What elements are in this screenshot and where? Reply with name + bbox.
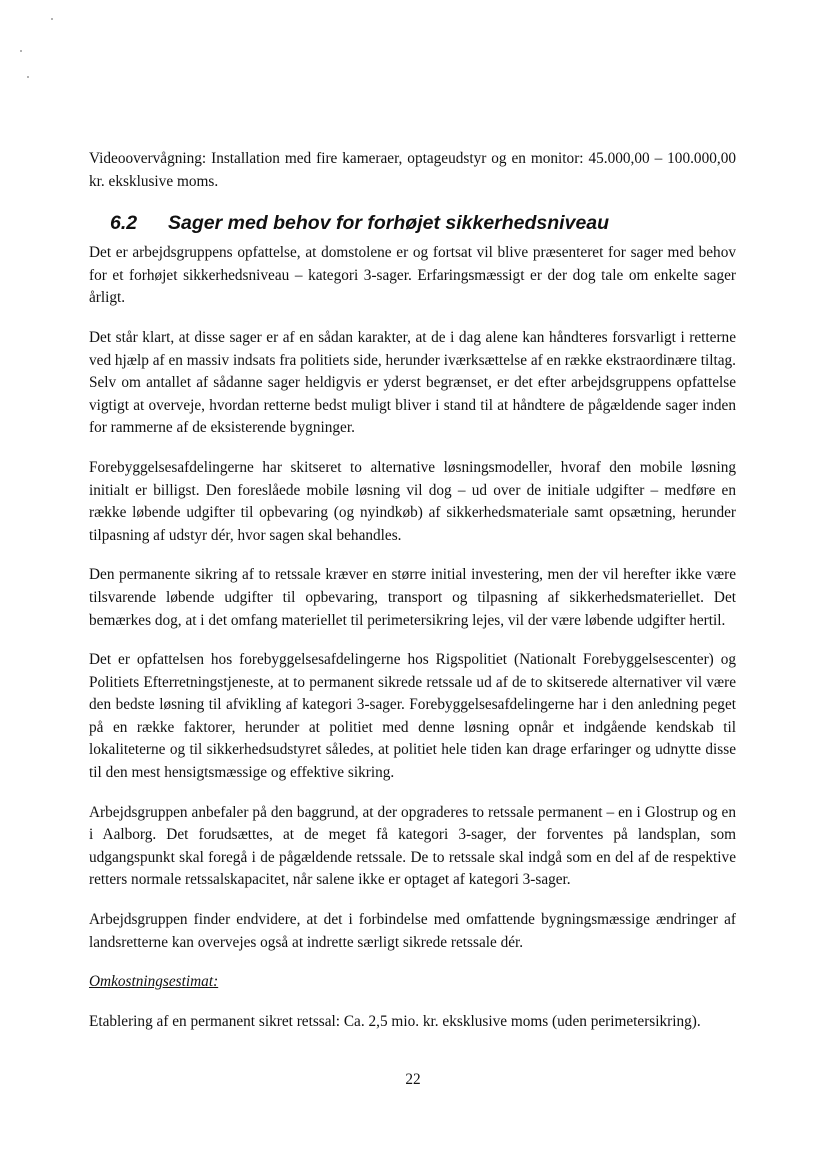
page-number: 22 <box>405 1071 421 1088</box>
intro-paragraph: Videoovervågning: Installation med fire kameraer, optageudstyr og en monitor: 45.000,00 – 100.000,00 kr. eksklusive moms. <box>89 150 736 190</box>
paragraph-1: Det er arbejdsgruppens opfattelse, at domstolene er og fortsat vil blive præsenteret for sager med behov for et forhøjet sikkerhedsniveau – kategori 3-sager. Erfaringsmæssigt er der dog tale om enkelte sager årligt. <box>89 244 736 307</box>
paragraph-4: Den permanente sikring af to retssale kræver en større initial investering, men der vil herefter ikke være tilsvarende løbende udgifter til opbevaring, transport og tilpasning af sikkerhedsmateriellet. Det bemærkes dog, at i det omfang materiellet til perimetersikring lejes, vil der være løbende udgifter hertil. <box>89 566 736 629</box>
section-number: 6.2 <box>110 212 138 235</box>
paragraph-5: Det er opfattelsen hos forebyggelsesafdelingerne hos Rigspolitiet (Nationalt Forebyggelsescenter) og Politiets Efterretningstjeneste, at to permanent sikrede retssale ud af de to skitserede alternativer vil være den bedste løsning til afvikling af kategori 3-sager. Forebyggelsesafdelingerne har i den anledning peget på en række faktorer, herunder at politiet med denne løsning opnår et indgående kendskab til lokaliteterne og til sikkerhedsudstyret således, at politiet hele tiden kan drage erfaringer og udnytte disse til den mest hensigtsmæssige og effektive sikring. <box>89 651 736 782</box>
paragraph-7: Arbejdsgruppen finder endvidere, at det i forbindelse med omfattende bygningsmæssige ændringer af landsretterne kan overvejes også at indrette særligt sikrede retssale dér. <box>89 911 736 951</box>
paragraph-2: Det står klart, at disse sager er af en sådan karakter, at de i dag alene kan håndteres forsvarligt i retterne ved hjælp af en massiv indsats fra politiets side, herunder iværksættelse af en række ekstraordinære tiltag. Selv om antallet af sådanne sager heldigvis er yderst begrænset, er det efter arbejdsgruppens opfattelse vigtigt at overveje, hvordan retterne bedst muligt bliver i stand til at håndtere de pågældende sager inden for rammerne af de eksisterende bygninger. <box>89 328 736 437</box>
section-heading <box>89 210 736 236</box>
paragraph-3: Forebyggelsesafdelingerne har skitseret to alternative løsningsmodeller, hvoraf den mobile løsning initialt er billigst. Den foreslåede mobile løsning vil dog – ud over de initiale udgifter – medføre en række løbende udgifter til opbevaring (og nyindkøb) af sikkerhedsmateriale samt opsætning, herunder tilpasning af udstyr dér, hvor sagen skal behandles. <box>89 458 736 544</box>
estimate-heading: Omkostningsestimat: <box>89 973 219 991</box>
section-title: Sager med behov for forhøjet sikkerhedsniveau <box>168 212 610 235</box>
page-content <box>89 148 736 1050</box>
estimate-text: Etablering af en permanent sikret retssal: Ca. 2,5 mio. kr. eksklusive moms (uden perimetersikring). <box>89 1012 701 1030</box>
paragraph-6: Arbejdsgruppen anbefaler på den baggrund, at der opgraderes to retssale permanent – en i Glostrup og en i Aalborg. Det forudsættes, at de meget få kategori 3-sager, der forventes på landsplan, som udgangspunkt skal foregå i de pågældende retssale. De to retssale skal indgå som en del af de respektive retters normale retssalskapacitet, når salene ikke er optaget af kategori 3-sager. <box>89 803 736 889</box>
